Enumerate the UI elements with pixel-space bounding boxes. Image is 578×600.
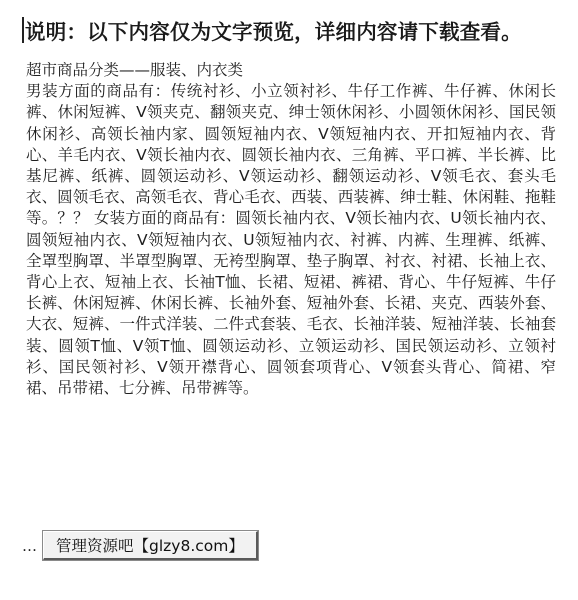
document-body-text: 男装方面的商品有：传统衬衫、小立领衬衫、牛仔工作裤、牛仔裤、休闲长裤、休闲短裤、V领夹克、翻领夹克、绅士领休闲衫、小圆领休闲衫、国民领休闲衫、高领长袖内家、圆领短袖内衣、V领短袖内衣、开扣短袖内衣、背心、羊毛内衣、V领长袖内衣、圆领长袖内衣、三角裤、平口裤、半长裤、比基尼裤、纸裤、圆领运动衫、V领运动衫、翻领运动衫、V领毛衣、套头毛衣、圆领毛衣、高领毛衣、背心毛衣、西装、西装裤、绅士鞋、休闲鞋、拖鞋等。？？ 女装方面的商品有：圆领长袖内衣、V领长袖内衣、U领长袖内衣、圆领短袖内衣、V领短袖内衣、U领短袖内衣、衬裤、内裤、生理裤、纸裤、全罩型胸罩、半罩型胸罩、无袴型胸罩、垫子胸罩、衬衣、衬裙、长袖上衣、背心上衣、短袖上衣、长袖T恤、长裙、短裙、裤裙、背心、牛仔短裤、牛仔长裤、休闲短裤、休闲长裤、长袖外套、短袖外套、长裙、夹克、西装外套、大衣、短裤、一件式洋装、二件式套装、毛衣、长袖洋装、短袖洋装、长袖套装、圆领T恤、V领T恤、圆领运动衫、立领运动衫、国民领运动衫、立领衬衫、国民领衬衫、V领开襟背心、圆领套项背心、V领套头背心、简裙、窄裙、吊带裙、七分裤、吊带裤等。 [26,82,556,398]
footer-row [22,531,258,560]
document-content [26,60,556,399]
continuation-ellipsis: … [22,536,37,555]
text-cursor [22,17,24,43]
document-title: 超市商品分类——服装、内衣类 [26,61,244,79]
preview-notice-bar [22,12,562,48]
preview-notice-text: 说明：以下内容仅为文字预览，详细内容请下载查看。 [25,20,522,44]
source-link-button[interactable]: 管理资源吧【glzy8.com】 [43,531,258,560]
